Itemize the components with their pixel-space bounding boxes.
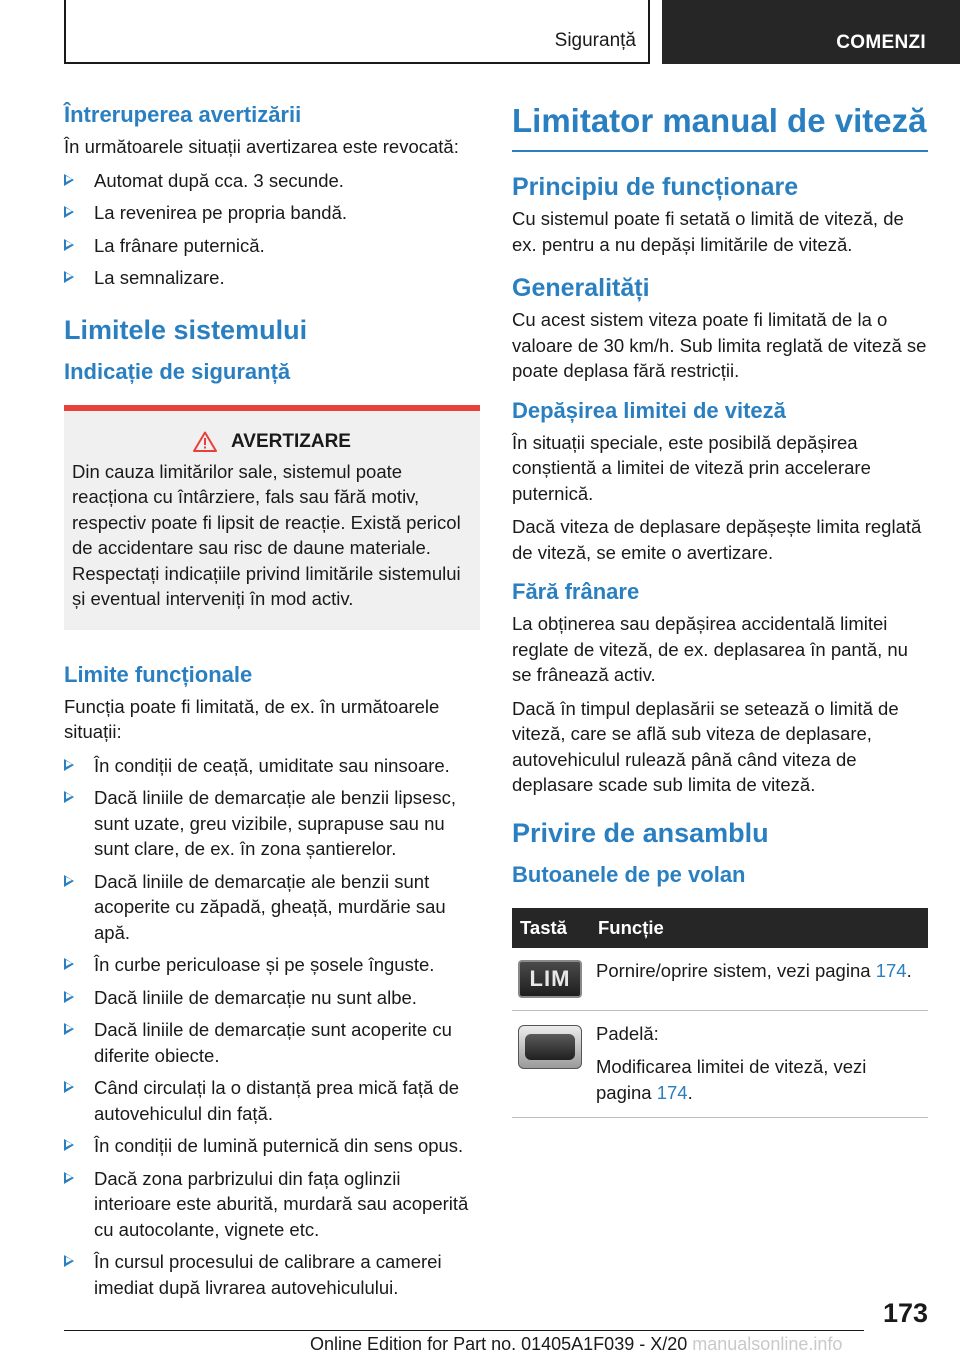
triangle-bullet-icon bbox=[64, 958, 74, 970]
principle-title: Principiu de funcționare bbox=[512, 173, 799, 201]
page-number: 173 bbox=[882, 1298, 928, 1328]
safety-title: Indicație de siguranță bbox=[64, 358, 291, 384]
triangle-bullet-icon bbox=[64, 875, 74, 887]
list-item: Dacă zona parbrizului din fața oglinzii interioare este aburită, murdară sau acoperită cu autocolante, vignete etc. bbox=[64, 1166, 480, 1243]
general-text: Cu acest sistem viteza poate fi limitată de la o valoare de 30 km/h. Sub limita reglată de viteză se poate deplasa fără restricții. bbox=[512, 309, 927, 381]
list-item: În condiții de lumină puternică din sens opus. bbox=[64, 1133, 480, 1159]
warning-box bbox=[64, 405, 480, 630]
right-column bbox=[512, 100, 928, 1118]
footer bbox=[310, 1334, 842, 1355]
nobrake-title: Fără frânare bbox=[512, 579, 640, 604]
triangle-bullet-icon bbox=[64, 991, 74, 1003]
list-item: Automat după cca. 3 secunde. bbox=[64, 168, 480, 194]
warning-text: Din cauza limitărilor sale, sistemul poate reacționa cu întârziere, fals sau fără motiv, respectiv poate fi lipsit de reacție. Există pericol de accidentare sau risc de daune materiale. Respectați indicațiile privind limitările sistemului și eventual interveniți în mod activ. bbox=[72, 460, 461, 609]
func-limits-title: Limite funcționale bbox=[64, 661, 253, 687]
interrupt-title: Întreruperea avertizării bbox=[64, 102, 302, 127]
list-item: În condiții de ceață, umiditate sau ninsoare. bbox=[64, 753, 480, 779]
overview-title: Privire de ansamblu bbox=[512, 817, 769, 848]
main-title: Limitator manual de viteză bbox=[512, 100, 928, 152]
list-item: Dacă liniile de demarcație sunt acoperite cu diferite obiecte. bbox=[64, 1017, 480, 1068]
section-label: Siguranță bbox=[554, 30, 636, 51]
list-item: În cursul procesului de calibrare a camerei imediat după livrarea autovehiculului. bbox=[64, 1249, 480, 1300]
lim-button-icon: LIM bbox=[518, 960, 582, 998]
exceed-text-1: În situații speciale, este posibilă depășirea conștientă a limitei de viteză prin accelerare puternică. bbox=[512, 431, 871, 504]
footer-divider bbox=[64, 1330, 864, 1331]
warning-heading bbox=[72, 431, 472, 453]
triangle-bullet-icon bbox=[64, 759, 74, 771]
triangle-bullet-icon bbox=[64, 791, 74, 803]
col-func-header: Funcție bbox=[590, 908, 928, 948]
list-item: Când circulați la o distanță prea mică față de autovehiculul din față. bbox=[64, 1075, 480, 1126]
triangle-bullet-icon bbox=[64, 1081, 74, 1093]
exceed-text-2: Dacă viteza de deplasare depășește limita reglată de viteză, se emite o avertizare. bbox=[512, 516, 922, 563]
general-title: Generalități bbox=[512, 274, 650, 302]
paddle-button-icon bbox=[518, 1025, 582, 1069]
limits-title: Limitele sistemului bbox=[64, 314, 308, 345]
triangle-bullet-icon bbox=[64, 1139, 74, 1151]
list-item: La semnalizare. bbox=[64, 265, 480, 291]
interrupt-intro: În următoarele situații avertizarea este revocată: bbox=[64, 136, 459, 157]
triangle-bullet-icon bbox=[64, 174, 74, 186]
triangle-bullet-icon bbox=[64, 239, 74, 251]
principle-text: Cu sistemul poate fi setată o limită de viteză, de ex. pentru a nu depăși limitările de viteză. bbox=[512, 208, 904, 255]
list-item: Dacă liniile de demarcație ale benzii lipsesc, sunt uzate, greu vizibile, suprapuse sau nu sunt clare, de ex. în zona șantierelor. bbox=[64, 785, 480, 862]
warning-title: AVERTIZARE bbox=[231, 430, 351, 452]
left-column bbox=[64, 100, 480, 1307]
key-cell bbox=[512, 948, 590, 1011]
page-link[interactable]: 174 bbox=[875, 959, 907, 981]
func-limits-list bbox=[64, 753, 480, 1301]
func-cell: Pornire/oprire sistem, vezi pagina 174. bbox=[590, 948, 928, 1011]
chapter-tab bbox=[662, 0, 960, 64]
list-item: În curbe periculoase și pe șosele înguste. bbox=[64, 952, 480, 978]
chapter-label: COMENZI bbox=[836, 32, 926, 53]
table-row bbox=[512, 948, 928, 1011]
triangle-bullet-icon bbox=[64, 1172, 74, 1184]
buttons-table bbox=[512, 908, 928, 1119]
col-key-header: Tastă bbox=[512, 908, 590, 948]
watermark: manualsonline.info bbox=[692, 1334, 843, 1354]
warning-triangle-icon bbox=[193, 431, 217, 452]
table-row bbox=[512, 1010, 928, 1118]
interrupt-list bbox=[64, 168, 480, 291]
triangle-bullet-icon bbox=[64, 206, 74, 218]
edition-text: Online Edition for Part no. 01405A1F039 - X/20 bbox=[310, 1334, 688, 1354]
section-tab bbox=[64, 0, 650, 64]
list-item: Dacă liniile de demarcație nu sunt albe. bbox=[64, 985, 480, 1011]
triangle-bullet-icon bbox=[64, 271, 74, 283]
nobrake-text-2: Dacă în timpul deplasării se setează o limită de viteză, care se află sub viteza de deplasare, autovehiculul rulează până când viteza de deplasare scade sub limita de viteză. bbox=[512, 697, 899, 795]
key-cell bbox=[512, 1010, 590, 1118]
list-item: Dacă liniile de demarcație ale benzii sunt acoperite cu zăpadă, gheață, murdărie sau apă. bbox=[64, 869, 480, 946]
page-header bbox=[0, 0, 960, 66]
table-header-row bbox=[512, 908, 928, 948]
exceed-title: Depășirea limitei de viteză bbox=[512, 397, 786, 423]
buttons-title: Butoanele de pe volan bbox=[512, 861, 746, 887]
func-cell: Padelă: Modificarea limitei de viteză, vezi pagina 174. bbox=[590, 1010, 928, 1118]
list-item: La frânare puternică. bbox=[64, 233, 480, 259]
list-item: La revenirea pe propria bandă. bbox=[64, 200, 480, 226]
nobrake-text-1: La obținerea sau depășirea accidentală limitei reglate de viteză, de ex. deplasarea în pantă, nu se frânează activ. bbox=[512, 613, 908, 685]
triangle-bullet-icon bbox=[64, 1023, 74, 1035]
page-link[interactable]: 174 bbox=[656, 1081, 688, 1103]
func-limits-intro: Funcția poate fi limitată, de ex. în următoarele situații: bbox=[64, 695, 440, 742]
triangle-bullet-icon bbox=[64, 1255, 74, 1267]
